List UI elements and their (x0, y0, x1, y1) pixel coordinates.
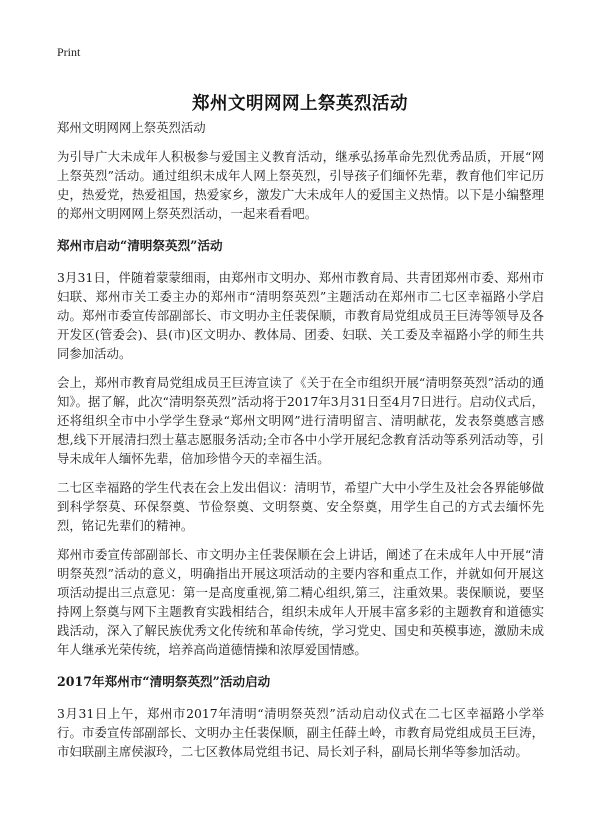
paragraph: 3月31日，伴随着蒙蒙细雨，由郑州市文明办、郑州市教育局、共青团郑州市委、郑州市妇联、郑州市关工委主办的郑州市“清明祭英烈”主题活动在郑州市二七区幸福路小学启动。郑州市委宣传部副部长、市文明办主任裴保顺，市教育局党组成员王巨涛等领导及各开发区(管委会)、县(市)区文明办、教体局、团委、妇联、关工委及幸福路小学的师生共同参加活动。 (57, 270, 544, 361)
page-title: 郑州文明网网上祭英烈活动 (192, 93, 408, 114)
section-1-heading: 郑州市启动“清明祭英烈”活动 (57, 238, 223, 253)
article-subtitle: 郑州文明网网上祭英烈活动 (57, 120, 206, 135)
print-link[interactable]: Print (57, 45, 81, 59)
article-body (57, 118, 544, 771)
paragraph: 二七区幸福路的学生代表在会上发出倡议：清明节，希望广大中小学生及社会各界能够做到科学祭莫、环保祭奠、节俭祭奠、文明祭奠、安全祭奠，用学生自己的方式去缅怀先烈，铭记先辈们的精神。 (57, 480, 544, 533)
paragraph: 会上，郑州市教育局党组成员王巨涛宣读了《关于在全市组织开展“清明祭英烈”活动的通知》。据了解，此次“清明祭英烈”活动将于2017年3月31日至4月7日进行。启动仪式后，还将组织全市中小学学生登录“郑州文明网”进行清明留言、清明献花，发表祭奠感言感想,线下开展清扫烈士墓志愿服务活动;全市各中小学开展纪念教育活动等系列活动等，引导未成年人缅怀先辈，倍加珍惜今天的幸福生活。 (57, 375, 544, 466)
section-2-heading: 2017年郑州市“清明祭英烈”活动启动 (57, 674, 271, 689)
paragraph: 郑州市委宣传部副部长、市文明办主任裴保顺在会上讲话，阐述了在未成年人中开展“清明祭英烈”活动的意义，明确指出开展这项活动的主要内容和重点工作，并就如何开展这项活动提出三点意见：第一是高度重视,第二精心组织,第三，注重效果。裴保顺说，要坚持网上祭奠与网下主题教育实践相结合，组织未成年人开展丰富多彩的主题教育和道德实践活动，深入了解民族优秀文化传统和革命传统，学习党史、国史和英模事迹，激励未成年人继承光荣传统，培养高尚道德情操和浓厚爱国情感。 (57, 547, 544, 657)
intro-paragraph: 为引导广大未成年人积极参与爱国主义教育活动，继承弘扬革命先烈优秀品质，开展“网上祭英烈”活动。通过组织未成年人网上祭英烈，引导孩子们缅怀先辈，教育他们牢记历史，热爱党，热爱祖国，热爱家乡，激发广大未成年人的爱国主义热情。以下是小编整理的郑州文明网网上祭英烈活动，一起来看看吧。 (57, 149, 544, 221)
paragraph: 3月31日上午，郑州市2017年清明“清明祭英烈”活动启动仪式在二七区幸福路小学举行。市委宣传部副部长、文明办主任裴保顺，副主任薛土岭，市教育局党组成员王巨涛，市妇联副主席侯淑玲，二七区教体局党组书记、局长刘子科，副局长荆华等参加活动。 (57, 706, 544, 759)
